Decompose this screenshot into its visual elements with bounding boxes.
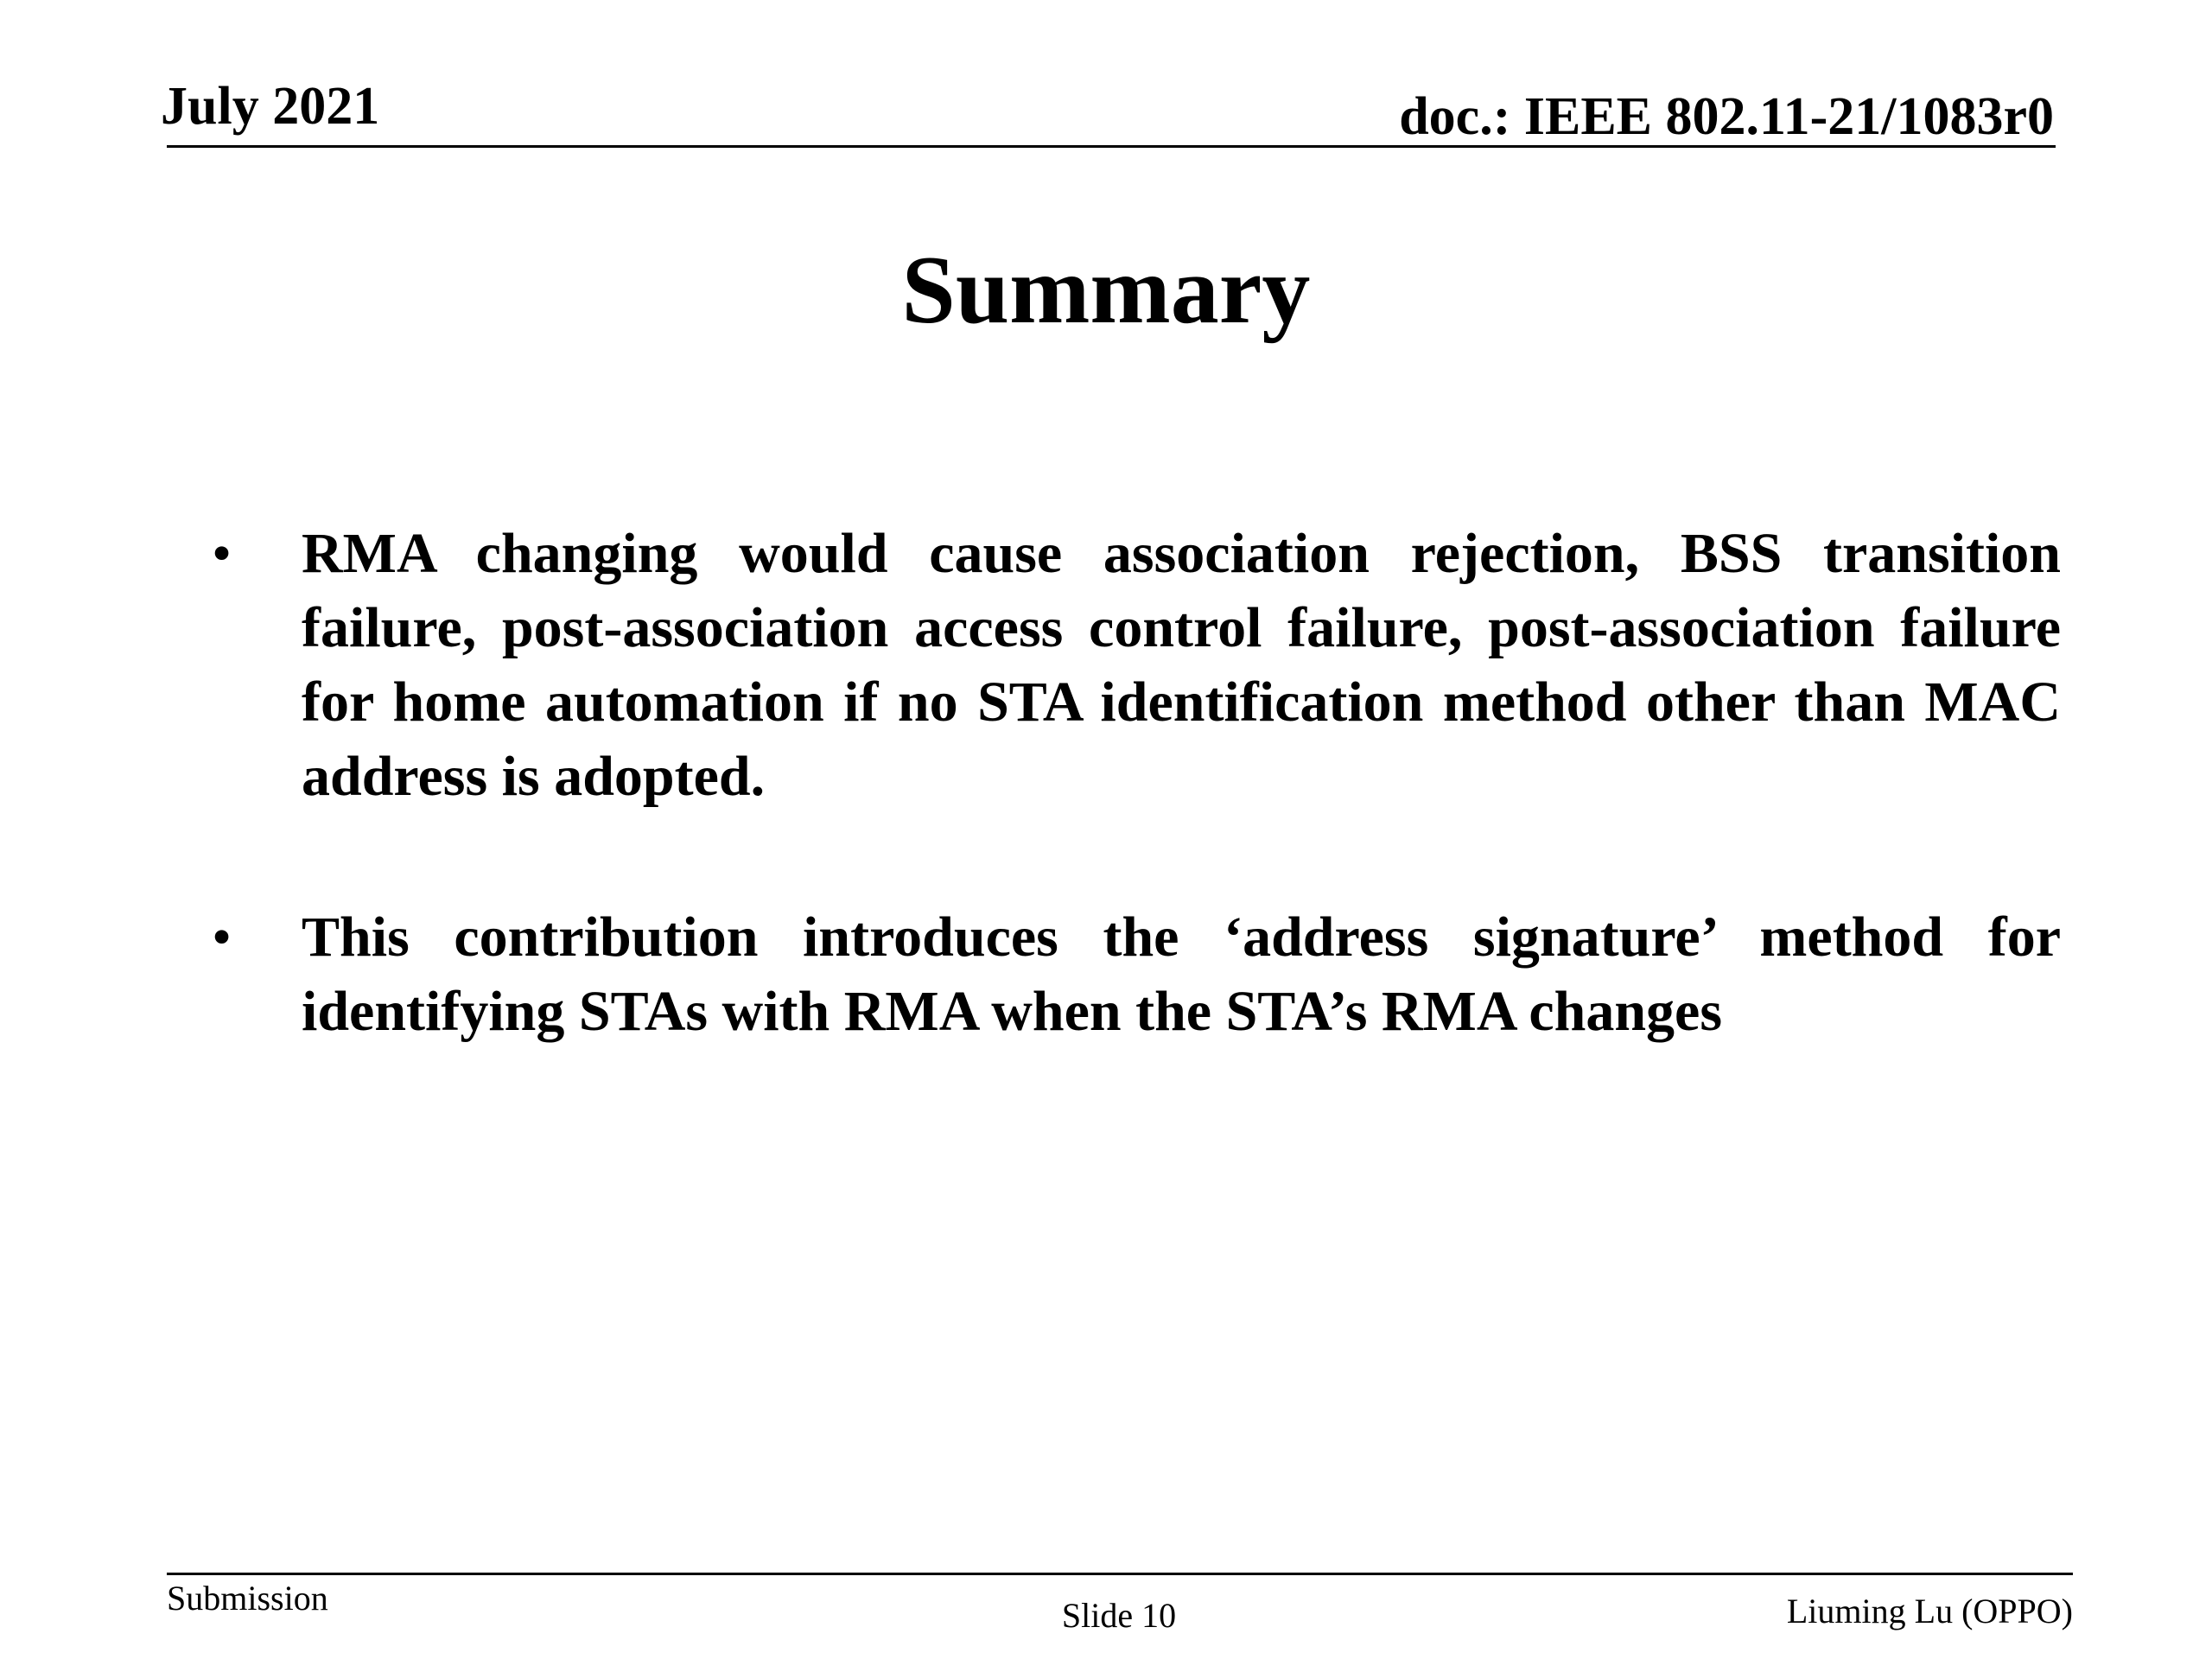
bullet-marker: • (212, 522, 232, 585)
header-doc-id: doc.: IEEE 802.11-21/1083r0 (1399, 87, 2054, 146)
footer-slide-number: Slide 10 (1061, 1596, 1177, 1635)
header-date: July 2021 (161, 77, 380, 136)
bullet-text: RMA changing would cause association rejection, BSS transition failure, post-association access control failure, post-association failure for home automation if no STA identification method other than MAC address is adopted. (302, 522, 2061, 808)
footer-divider (167, 1573, 2073, 1575)
bullet-list (212, 517, 2061, 1135)
bullet-item (212, 517, 2061, 814)
footer-author: Liuming Lu (OPPO) (1786, 1592, 2073, 1630)
header-divider (167, 145, 2056, 148)
bullet-marker: • (212, 906, 232, 969)
footer-submission: Submission (167, 1579, 328, 1618)
bullet-item (212, 900, 2061, 1049)
slide-title: Summary (901, 237, 1311, 344)
bullet-text: This contribution introduces the ‘address signature’ method for identifying STAs with RMA when the STA’s RMA changes (302, 906, 2061, 1043)
